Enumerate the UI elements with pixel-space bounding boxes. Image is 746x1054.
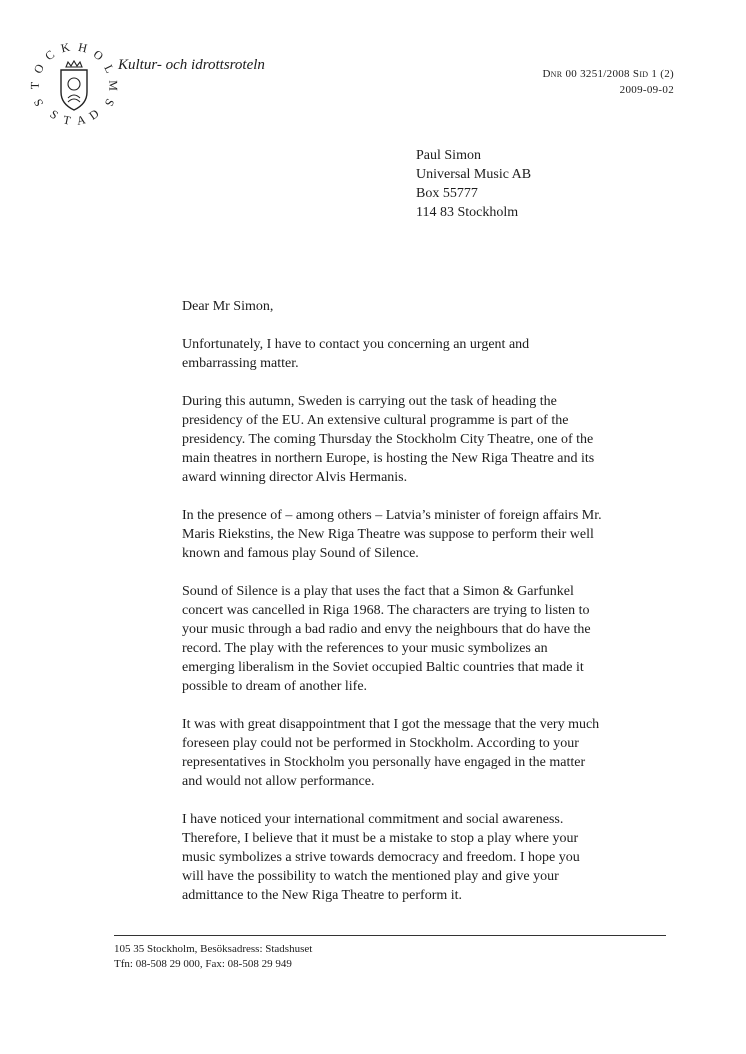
reference-number: Dnr 00 3251/2008 Sid 1 (2) bbox=[542, 68, 674, 80]
seal-letter: S bbox=[47, 106, 61, 123]
seal-letter: S bbox=[101, 96, 118, 109]
recipient-name: Paul Simon bbox=[416, 148, 481, 163]
seal-letter: M bbox=[106, 80, 120, 91]
seal-letter: H bbox=[76, 40, 89, 56]
paragraph: Sound of Silence is a play that uses the fact that a Simon & Garfunkel concert was cancelled in Riga 1968. The characters are trying to listen to your music through a bad radio and envy the neighbours that do have the record. The play with the references to your music symbolizes an emerging liberalism in the Soviet occupied Baltic countries that made it possible to dream of another life. bbox=[182, 584, 591, 694]
paragraph: It was with great disappointment that I got the message that the very much foreseen play could not be performed in Stockholm. According to your representatives in Stockholm you personally have engaged in the matter and would not allow performance. bbox=[182, 717, 600, 789]
footer-address: 105 35 Stockholm, Besöksadress: Stadshuset bbox=[114, 943, 313, 955]
recipient-city: 114 83 Stockholm bbox=[416, 205, 519, 220]
document-reference-block bbox=[542, 66, 674, 98]
recipient-box: Box 55777 bbox=[416, 186, 478, 201]
recipient-company: Universal Music AB bbox=[416, 167, 532, 182]
recipient-address bbox=[416, 146, 531, 222]
paragraph: Unfortunately, I have to contact you concerning an urgent and embarrassing matter. bbox=[182, 337, 530, 371]
seal-letter: S bbox=[30, 96, 47, 109]
stockholm-city-seal-icon bbox=[28, 40, 120, 132]
seal-letter: K bbox=[59, 40, 72, 56]
seal-letter: O bbox=[90, 47, 107, 64]
seal-letter: L bbox=[101, 62, 118, 76]
letter-date: 2009-09-02 bbox=[619, 84, 674, 96]
paragraph: I have noticed your international commitment and social awareness. Therefore, I believe that it must be a mistake to stop a play where your music symbolizes a strive towards democracy and freedom. I hope you will have the possibility to watch the mentioned play and give your admittance to the New Riga Theatre to perform it. bbox=[182, 812, 580, 903]
paragraph: In the presence of – among others – Latvia’s minister of foreign affairs Mr. Maris Riekstins, the New Riga Theatre was suppose to perform their well known and famous play Sound of Silence. bbox=[182, 508, 602, 561]
department-name: Kultur- och idrottsroteln bbox=[118, 57, 265, 73]
seal-letter: T bbox=[61, 112, 72, 128]
footer-phone: Tfn: 08-508 29 000, Fax: 08-508 29 949 bbox=[114, 958, 292, 970]
footer bbox=[114, 942, 312, 972]
seal-letter: D bbox=[86, 106, 102, 123]
seal-letter: A bbox=[75, 112, 87, 128]
footer-divider bbox=[114, 935, 666, 936]
seal-letter: O bbox=[30, 61, 47, 76]
salutation: Dear Mr Simon, bbox=[182, 299, 274, 314]
seal-letter: C bbox=[42, 47, 58, 64]
letter-body bbox=[182, 297, 602, 924]
seal-letter: T bbox=[28, 81, 42, 90]
paragraph: During this autumn, Sweden is carrying out the task of heading the presidency of the EU. An extensive cultural programme is part of the presidency. The coming Thursday the Stockholm City Theatre, one of the main theatres in northern Europe, is hosting the New Riga Theatre and its award winning director Alvis Hermanis. bbox=[182, 394, 595, 485]
